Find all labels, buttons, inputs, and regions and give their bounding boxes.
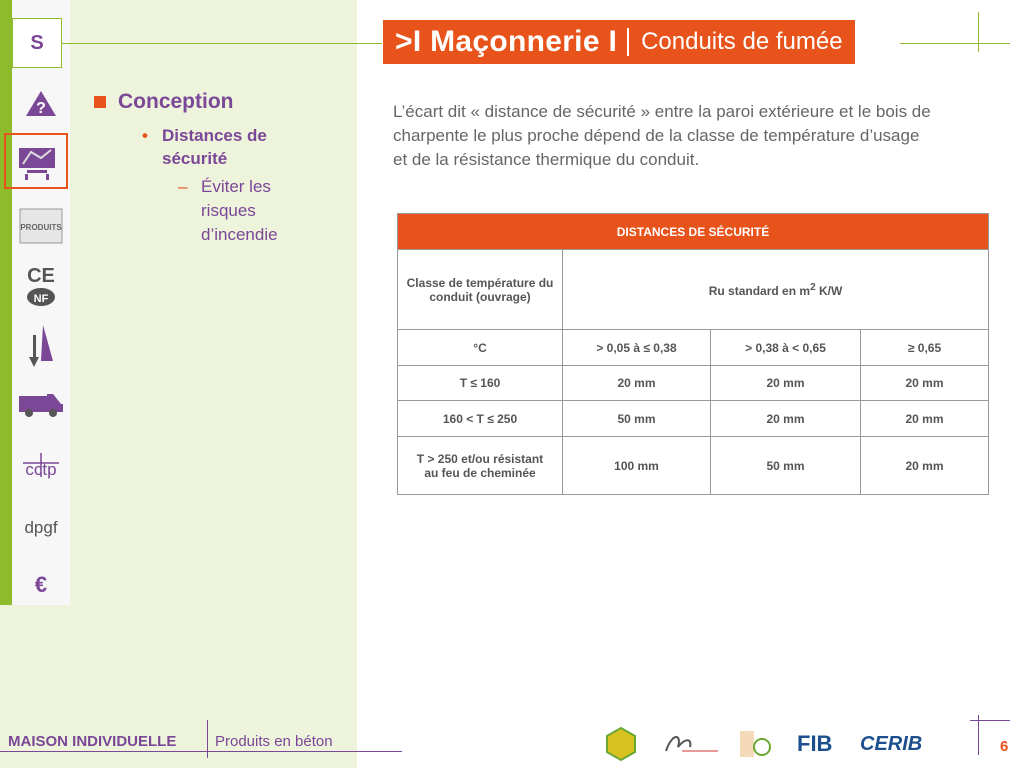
table-row — [398, 366, 989, 401]
intro-paragraph: L’écart dit « distance de sécurité » entre la paroi extérieure et le bois de charpente le plus proche dépend de la classe de température d’usage et de la résistance thermique du conduit. — [393, 102, 931, 169]
outline-level2[interactable] — [142, 124, 312, 170]
outline-level2-label: Distances de sécurité — [162, 126, 267, 168]
cerpet-logo — [662, 726, 720, 762]
outline-level3[interactable] — [178, 175, 311, 247]
table-cell: 20 mm — [861, 437, 989, 495]
page-vline — [978, 715, 979, 755]
table-cell: 100 mm — [563, 437, 711, 495]
euro-icon[interactable] — [12, 556, 70, 614]
page-title: >I Maçonnerie I — [395, 25, 618, 58]
table-cell: 20 mm — [711, 401, 861, 437]
header-vline — [978, 12, 979, 52]
outline-level1[interactable] — [94, 90, 234, 114]
svg-text:?: ? — [36, 100, 46, 117]
help-icon[interactable] — [12, 75, 70, 133]
fib-logo-text: FIB — [797, 731, 833, 756]
footer-vline — [207, 720, 208, 758]
van-icon[interactable] — [12, 376, 70, 434]
svg-text:CE: CE — [27, 265, 55, 287]
cctp-icon[interactable] — [12, 436, 70, 494]
table-cell: 20 mm — [711, 366, 861, 401]
green-bar — [0, 0, 12, 605]
table-cell: 20 mm — [563, 366, 711, 401]
cerib-logo — [860, 726, 922, 762]
footer-subtitle: Produits en béton — [215, 733, 333, 750]
outline-level3-label: Éviter les risques d’incendie — [201, 177, 278, 244]
header-line-left — [62, 43, 382, 44]
table-cell: 20 mm — [861, 401, 989, 437]
ecole-francaise-beton-logo — [606, 726, 636, 762]
square-bullet-icon — [94, 96, 106, 108]
page-subtitle: Conduits de fumée — [627, 28, 854, 56]
ecole-logo — [738, 726, 772, 762]
s-label: S — [30, 31, 44, 54]
table-header-left: Classe de température du conduit (ouvrage) — [398, 250, 563, 330]
table-cell: T > 250 et/ou résistant au feu de cheminée — [398, 437, 563, 495]
dpgf-icon[interactable] — [12, 496, 70, 554]
dash-bullet-icon: – — [178, 177, 188, 196]
safety-distance-table — [397, 213, 989, 495]
produits-icon[interactable] — [12, 196, 70, 254]
table-row — [398, 401, 989, 437]
table-title: DISTANCES DE SÉCURITÉ — [398, 214, 989, 250]
footer-brand: MAISON INDIVIDUELLE — [8, 733, 177, 750]
cctp-label: cctp — [25, 460, 57, 479]
table-cell: ≥ 0,65 — [861, 330, 989, 366]
table-header-right: Ru standard en $m^2$ K/W — [563, 250, 989, 330]
table-cell: T ≤ 160 — [398, 366, 563, 401]
house-plan-icon[interactable] — [8, 133, 66, 191]
table-cell: °C — [398, 330, 563, 366]
footer-line — [0, 751, 402, 752]
s-icon[interactable] — [12, 18, 62, 68]
euro-label: € — [34, 572, 48, 597]
table-row — [398, 437, 989, 495]
tools-icon[interactable] — [12, 317, 70, 375]
table-cell: 20 mm — [861, 366, 989, 401]
svg-text:NF: NF — [33, 293, 49, 305]
outline-level1-label: Conception — [118, 90, 234, 113]
table-cell: 50 mm — [711, 437, 861, 495]
cerib-logo-text: CERIB — [860, 732, 923, 755]
page-number: 6 — [1000, 738, 1009, 755]
table-cell: 160 < T ≤ 250 — [398, 401, 563, 437]
page-hline — [970, 720, 1010, 721]
ce-nf-icon[interactable] — [12, 256, 70, 314]
dot-bullet-icon: • — [142, 126, 148, 145]
title-banner — [383, 20, 855, 64]
table-cell: 50 mm — [563, 401, 711, 437]
table-cell: > 0,38 à < 0,65 — [711, 330, 861, 366]
header-line-right — [900, 43, 1010, 44]
dpgf-label: dpgf — [24, 518, 58, 537]
table-cell: > 0,05 à ≤ 0,38 — [563, 330, 711, 366]
produits-label: PRODUITS — [20, 223, 62, 232]
fib-logo — [797, 726, 832, 762]
